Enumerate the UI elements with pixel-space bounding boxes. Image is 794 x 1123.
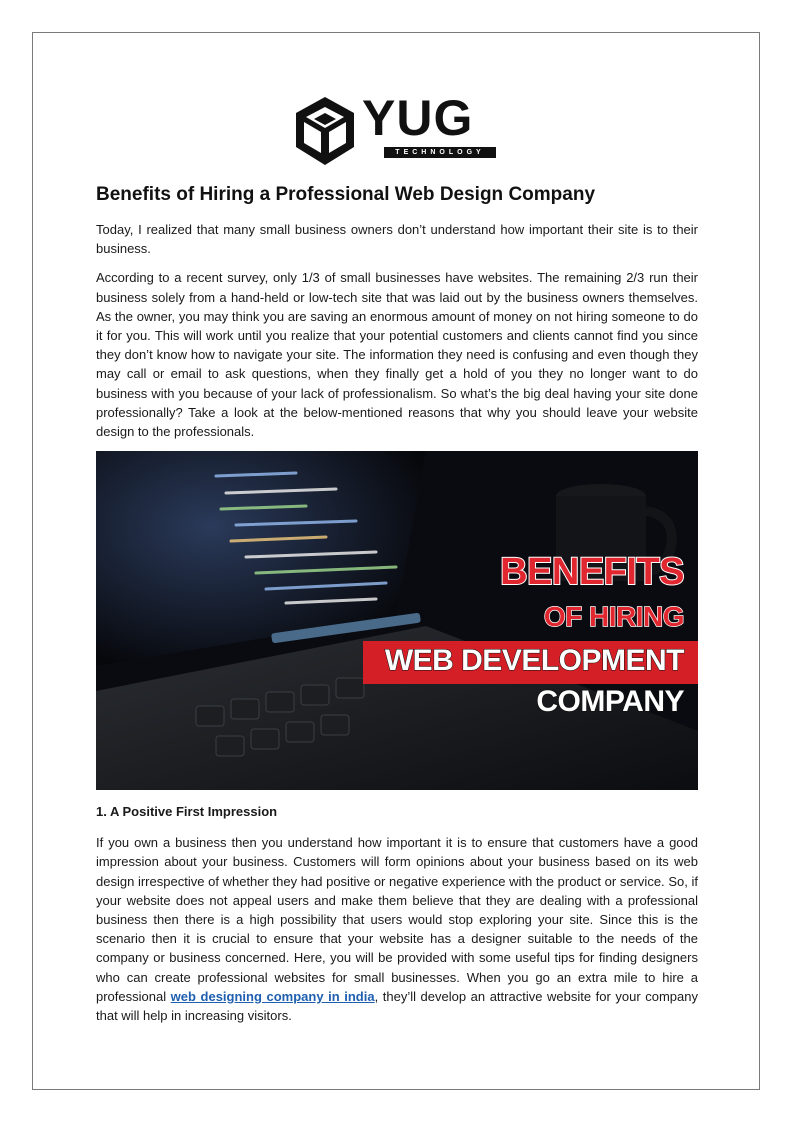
company-logo (294, 90, 500, 167)
intro-paragraph: Today, I realized that many small business owners don’t understand how important their site is to their business. (96, 222, 698, 257)
hero-image (96, 451, 698, 790)
section-text-after: , they’ll develop an attractive website for your company that will help in increasing visitors. (96, 988, 698, 1024)
hero-line-of-hiring: OF HIRING (543, 601, 684, 633)
hero-line-benefits: BENEFITS (500, 551, 684, 594)
logo-wordmark: YUG (362, 90, 474, 146)
logo-tagline: TECHNOLOGY (384, 147, 496, 158)
article (96, 184, 698, 1035)
hero-line-web-development: WEB DEVELOPMENT (384, 644, 684, 678)
section-heading: 1. A Positive First Impression (96, 804, 278, 820)
hero-line-company: COMPANY (536, 685, 684, 719)
section-text-before: If you own a business then you understand how important it is to ensure that customers have a good impression about your business. Customers will form opinions about your business based on its web design irrespective of whether they had positive or negative experience with the product or service. So, if your website does not appeal users and make them believe that they are dealing with a professional business then there is a high possibility that users would stop exploring your site. Since this is the scenario then it is crucial to ensure that your website has a designer suitable to the needs of the company or business concerned. Here, you will be provided with some useful tips for finding designers who can create professional websites for small businesses. When you go an extra mile to hire a professional (96, 835, 698, 1004)
section-paragraph (96, 833, 698, 1025)
survey-paragraph: According to a recent survey, only 1/3 of small businesses have websites. The remaining 2/3 run their business solely from a hand-held or low-tech site that was laid out by the business owners themselves. As the owner, you may think you are saving an enormous amount of money on not hiring someone to do it for you. This will work until you realize that your potential customers and clients cannot find you since they don’t know how to navigate your site. The information they need is confusing and even though they may call or email to ask questions, when they finally get a hold of you they no longer want to do business with you because of your lack of professionalism. So what’s the big deal having your site done professionally? Take a look at the below-mentioned reasons that why you should leave your website design to the professionals. (96, 270, 698, 440)
article-title: Benefits of Hiring a Professional Web Design Company (96, 184, 596, 205)
web-designing-company-link[interactable]: web designing company in india (170, 988, 375, 1004)
